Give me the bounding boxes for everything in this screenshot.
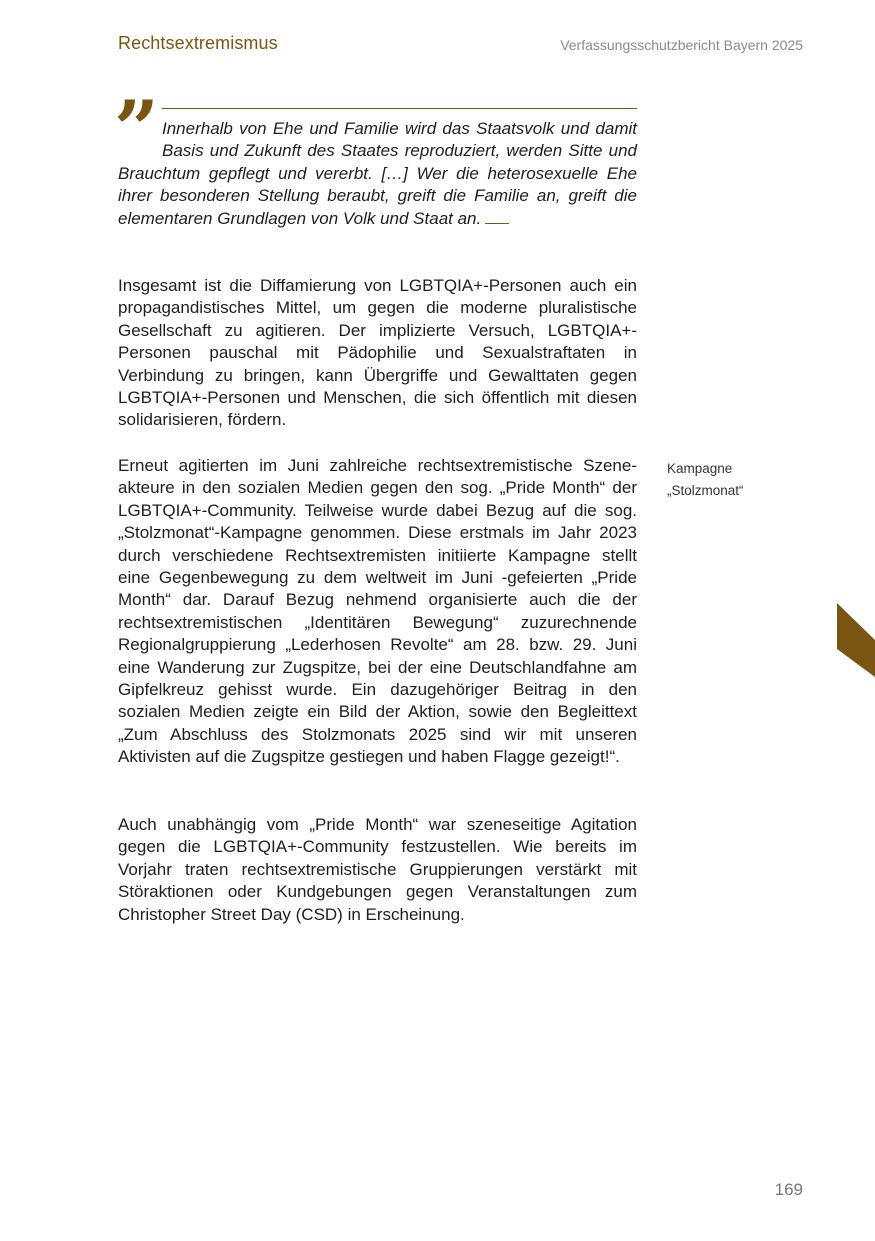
body-paragraph-2: Erneut agitierten im Juni zahlreiche rechtsextremistische Szeneakteure in den sozialen Medien gegen den sog. „Pride Month“ der LGBTQIA+-Community. Teilweise wurde dabei Bezug auf die sog. „Stolzmonat“-Kampagne genommen. Diese erstmals im Jahr 2023 durch verschiedene Rechtsextremisten initiierte Kampagne stellt eine Gegenbewegung zu dem weltweit im Juni -gefeierten „Pride Month“ dar. Darauf Bezug nehmend organisierte auch die der rechtsextremistischen „Identitären Bewegung“ zuzurechnende Regionalgruppierung „Lederhosen Revolte“ am 28. bzw. 29. Juni eine Wanderung zur Zugspitze, bei der eine Deutschlandfahne am Gipfelkreuz gehisst wurde. Ein dazugehöriger Beitrag in den sozialen Medien zeigte ein Bild der Aktion, sowie den Begleittext „Zum Abschluss des Stolzmonats 2025 sind wir mit unseren Aktivisten auf die Zugspitze gestiegen und haben Flagge gezeigt!“. bbox=[118, 456, 637, 767]
body-paragraph-3: Auch unabhängig vom „Pride Month“ war szeneseitige Agitation gegen die LGBTQIA+-Community festzustellen. Wie bereits im Vorjahr traten rechtsextremistische Gruppierungen verstärkt mit Störaktionen oder Kundgebungen gegen Veranstaltungen zum Christopher Street Day (CSD) in Erscheinung. bbox=[118, 815, 637, 924]
body-paragraph-1: Insgesamt ist die Diffamierung von LGBTQIA+-Personen auch ein propagandistisches Mittel, um gegen die moderne pluralistische Gesellschaft zu agitieren. Der implizierte Versuch, LGBTQIA+-Personen pauschal mit Pädophilie und Sexualstraftaten in Verbindung zu bringen, kann Übergriffe und Gewalttaten gegen LGBTQIA+-Personen und Menschen, die sich öffentlich mit diesen solidarisieren, fördern. bbox=[118, 276, 637, 430]
quote-end-rule bbox=[485, 223, 509, 224]
section-title: Rechtsextremismus bbox=[118, 33, 278, 53]
quote-paragraph bbox=[118, 105, 637, 230]
margin-note-line-2: „Stolzmonat“ bbox=[667, 483, 744, 498]
quote-mark-icon: ” bbox=[114, 84, 159, 175]
chapter-tab-shape bbox=[837, 603, 875, 677]
quote-block bbox=[114, 84, 637, 230]
publication-title: Verfassungsschutzbericht Bayern 2025 bbox=[560, 37, 803, 53]
margin-note-line-1: Kampagne bbox=[667, 461, 733, 476]
quote-top-rule bbox=[162, 108, 637, 109]
margin-note bbox=[667, 458, 787, 502]
page-number: 169 bbox=[774, 1180, 803, 1199]
chapter-tab-marker bbox=[837, 603, 875, 677]
quote-text: Innerhalb von Ehe und Familie wird das Staatsvolk und damit Basis und Zukunft des Staates reproduziert, werden Sitte und Brauchtum gepflegt und vererbt. […] Wer die heterosexuelle Ehe ihrer besonderen Stellung beraubt, greift die Familie an, greift die elementaren Grundlagen von Volk und Staat an. bbox=[118, 119, 637, 228]
